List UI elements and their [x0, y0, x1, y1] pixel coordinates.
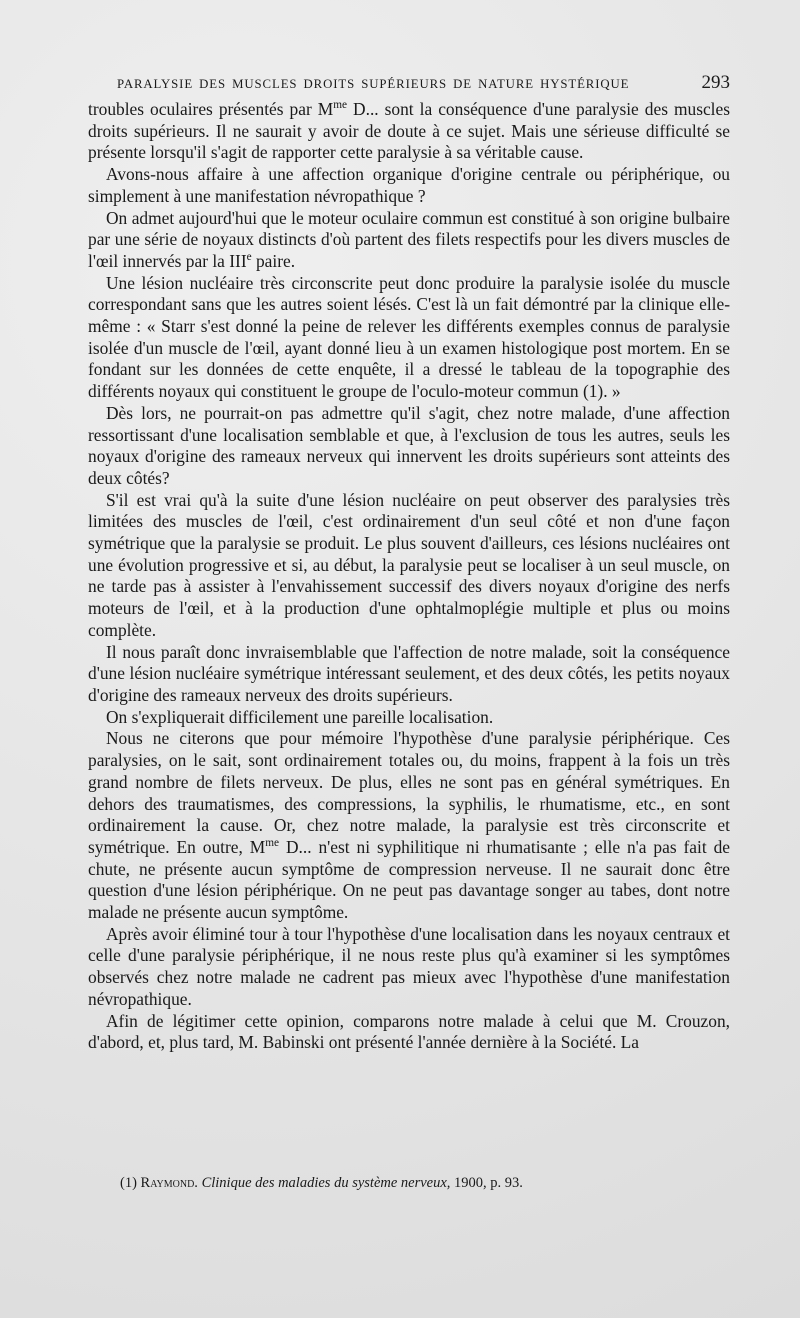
paragraph-text: Avons-nous affaire à une affection organique d'origine centrale ou périphérique, ou simplement à une manifestation névropathique ?: [88, 164, 730, 206]
paragraph-text: D... sont la conséquence d'une paralysie des muscles droits supérieurs. Il ne saurait y avoir de doute à ce sujet. Mais une sérieuse difficulté se présente lorsqu'il s'agit de rapporter cette paralysie à sa véritable cause.: [88, 99, 731, 163]
paragraph: [88, 99, 730, 164]
paragraph-text: On s'expliquerait difficilement une pareille localisation.: [106, 706, 494, 727]
paragraph-text: On admet aujourd'hui que le moteur oculaire commun est constitué à son origine bulbaire par une série de noyaux distincts d'où partent des filets respectifs pour les divers muscles de l'œil innervés par la III: [88, 207, 730, 271]
footnote-author: Raymond.: [140, 1175, 198, 1191]
paragraph: [88, 208, 730, 273]
paragraph-text: Il nous paraît donc invraisemblable que l'affection de notre malade, soit la conséquence d'une lésion nucléaire symétrique intéressant seulement, et des deux côtés, les petits noyaux d'origine des rameaux nerveux des droits supérieurs.: [88, 641, 730, 705]
paragraph: [88, 642, 730, 707]
paragraph-text: Afin de légitimer cette opinion, comparons notre malade à celui que M. Crouzon, d'abord, et, plus tard, M. Babinski ont présenté l'année dernière à la Société. La: [88, 1010, 730, 1053]
paragraph: [88, 924, 730, 1011]
footnote-title: Clinique des maladies du système nerveux,: [197, 1175, 451, 1191]
paragraph: [88, 273, 730, 403]
paragraph-text: Une lésion nucléaire très circonscrite peut donc produire la paralysie isolée du muscle correspondant sans que les autres soient lésés. C'est là un fait démontré par la clinique elle-même : « Starr s'est donné la peine de relever les différents exemples connus de paralysie isolée d'un muscle de l'œil, ayant donné lieu à un examen histologique post mortem. En se fondant sur les données de cette enquête, il a dressé le tableau de la topographie des différents noyaux qui constituent le groupe de l'oculo-moteur commun (1). »: [88, 272, 730, 402]
superscript: me: [333, 99, 348, 112]
footnote-rest: 1900, p. 93.: [450, 1175, 523, 1191]
running-head: PARALYSIE DES MUSCLES DROITS SUPÉRIEURS DE NATURE HYSTÉRIQUE: [117, 77, 630, 91]
page-header: [117, 72, 730, 94]
superscript: me: [265, 837, 280, 850]
paragraph-text: Dès lors, ne pourrait-on pas admettre qu'il s'agit, chez notre malade, d'une affection ressortissant d'une localisation semblable et que, à l'exclusion de tous les autres, seuls les noyaux d'origine des rameaux nerveux qui innervent les droits supérieurs sont atteints des deux côtés?: [88, 402, 730, 488]
paragraph: [88, 707, 730, 729]
paragraph: [88, 403, 730, 490]
paragraph-text: S'il est vrai qu'à la suite d'une lésion nucléaire on peut observer des paralysies très limitées des muscles de l'œil, c'est ordinairement d'un seul côté et non d'une façon symétrique que la paralysie se produit. Le plus souvent d'ailleurs, ces lésions nucléaires ont une évolution progressive et si, au début, la paralysie peut se localiser à un seul muscle, on ne tarde pas à assister à l'envahissement successif des divers noyaux d'origine des nerfs moteurs de l'œil, et à la production d'une ophtalmoplégie multiple et plus ou moins complète.: [88, 489, 730, 640]
paragraph: [88, 490, 730, 642]
paragraph-text: Nous ne citerons que pour mémoire l'hypothèse d'une paralysie périphérique. Ces paralysies, on le sait, sont ordinairement totales ou, du moins, frappent à la fois un très grand nombre de filets nerveux. De plus, elles ne sont pas en général symétriques. En dehors des traumatismes, des compressions, la syphilis, le rhumatisme, etc., en sont ordinairement la cause. Or, chez notre malade, la paralysie est très circonscrite et symétrique. En outre, M: [88, 728, 730, 857]
body-text: [88, 99, 730, 1054]
paragraph: [88, 728, 730, 923]
paragraph-text: troubles oculaires présentés par M: [88, 99, 334, 119]
page-number: 293: [701, 72, 730, 93]
paragraph: [88, 164, 730, 207]
paragraph-text: Après avoir éliminé tour à tour l'hypothèse d'une localisation dans les noyaux centraux et celle d'une paralysie périphérique, il ne nous reste plus qu'à examiner si les symptômes observés chez notre malade ne cadrent pas mieux avec l'hypothèse d'une manifestation névropathique.: [88, 923, 730, 1009]
paragraph: [88, 1011, 730, 1054]
superscript: e: [246, 251, 252, 264]
paragraph-text: paire.: [251, 250, 296, 271]
footnote: [120, 1175, 523, 1192]
footnote-marker: (1): [120, 1175, 141, 1191]
paragraph-text: D... n'est ni syphilitique ni rhumatisante ; elle n'a pas fait de chute, ne présente aucun symptôme de compression nerveuse. Il ne saurait donc être question d'une lésion périphérique. On ne peut pas davantage songer au tabes, dont notre malade ne présente aucun symptôme.: [88, 836, 731, 923]
